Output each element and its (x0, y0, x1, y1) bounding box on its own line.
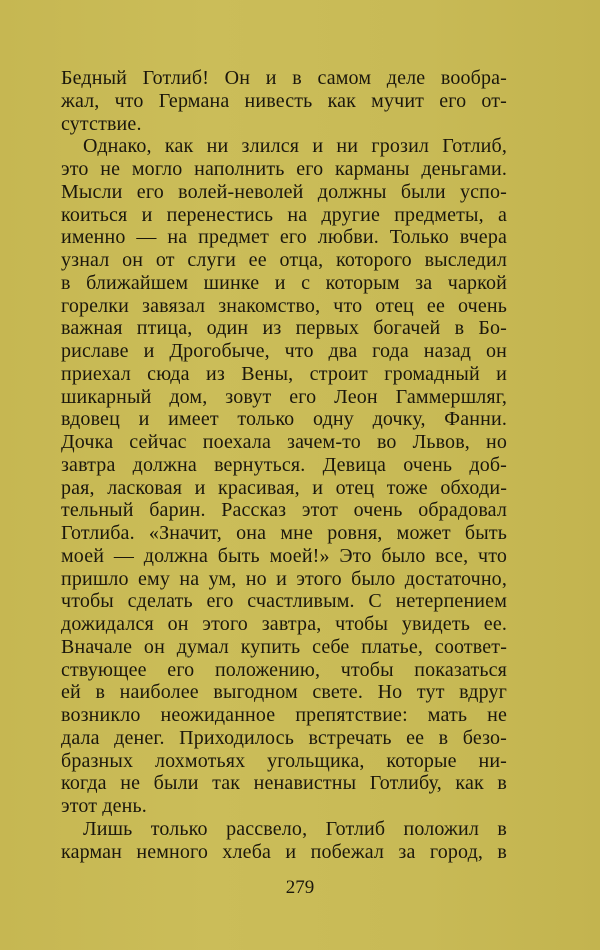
text-line: шикарный дом, зовут его Леон Гаммершляг, (61, 385, 507, 408)
text-line: приехал сюда из Вены, строит громадный и (61, 362, 507, 385)
text-line: горелки завязал знакомство, что отец ее очень (61, 294, 507, 317)
text-line: важная птица, один из первых богачей в Бо- (61, 317, 507, 340)
text-line: в ближайшем шинке и с которым за чаркой (61, 271, 507, 294)
text-line: риславе и Дрогобыче, что два года назад он (61, 340, 507, 362)
text-line: вдовец и имеет только одну дочку, Фанни. (61, 408, 507, 431)
text-line: пришло ему на ум, но и этого было достаточно, (61, 567, 507, 590)
text-line: тельный барин. Рассказ этот очень обрадовал (61, 499, 507, 522)
text-line: чтобы сделать его счастливым. С нетерпением (61, 590, 507, 613)
text-line: ствующее его положению, чтобы показаться (61, 658, 507, 681)
page-number: 279 (285, 877, 315, 898)
text-line: именно — на предмет его любви. Только вчера (61, 226, 507, 249)
text-line: Бедный Готлиб! Он и в самом деле вообра- (61, 67, 507, 89)
text-line: карман немного хлеба и побежал за город, в (61, 840, 507, 863)
text-line: узнал он от слуги ее отца, которого выследил (61, 249, 507, 271)
text-line: это не могло наполнить его карманы деньгами. (61, 158, 507, 180)
text-line: рая, ласковая и красивая, и отец тоже обходи- (61, 476, 507, 499)
text-line: Лишь только рассвело, Готлиб положил в (83, 817, 507, 840)
text-line: Дочка сейчас поехала зачем-то во Львов, но (61, 431, 507, 453)
text-line: Вначале он думал купить себе платье, соответ- (61, 635, 507, 658)
text-line: Однако, как ни злился и ни грозил Готлиб, (83, 135, 507, 158)
text-line: возникло неожиданное препятствие: мать не (61, 704, 507, 726)
text-line: дала денег. Приходилось встречать ее в безо- (61, 726, 507, 749)
text-line: дожидался он этого завтра, чтобы увидеть ее. (61, 613, 507, 635)
text-line: моей — должна быть моей!» Это было все, что (61, 544, 507, 567)
text-line: Мысли его волей-неволей должны были успо- (61, 180, 507, 203)
text-line: сутствие. (61, 112, 142, 135)
body-text (61, 67, 507, 863)
text-line: завтра должна вернуться. Девица очень доб- (61, 453, 507, 476)
text-line: жал, что Германа нивесть как мучит его от- (61, 89, 507, 112)
text-line: бразных лохмотьях угольщика, которые ни- (61, 749, 507, 772)
text-line: коиться и перенестись на другие предметы, а (61, 203, 507, 226)
text-line: когда не были так ненавистны Готлибу, как в (61, 772, 507, 795)
text-line: этот день. (61, 795, 147, 817)
text-line: Готлиба. «Значит, она мне ровня, может быть (61, 522, 507, 544)
text-line: ей в наиболее выгодном свете. Но тут вдруг (61, 681, 507, 704)
